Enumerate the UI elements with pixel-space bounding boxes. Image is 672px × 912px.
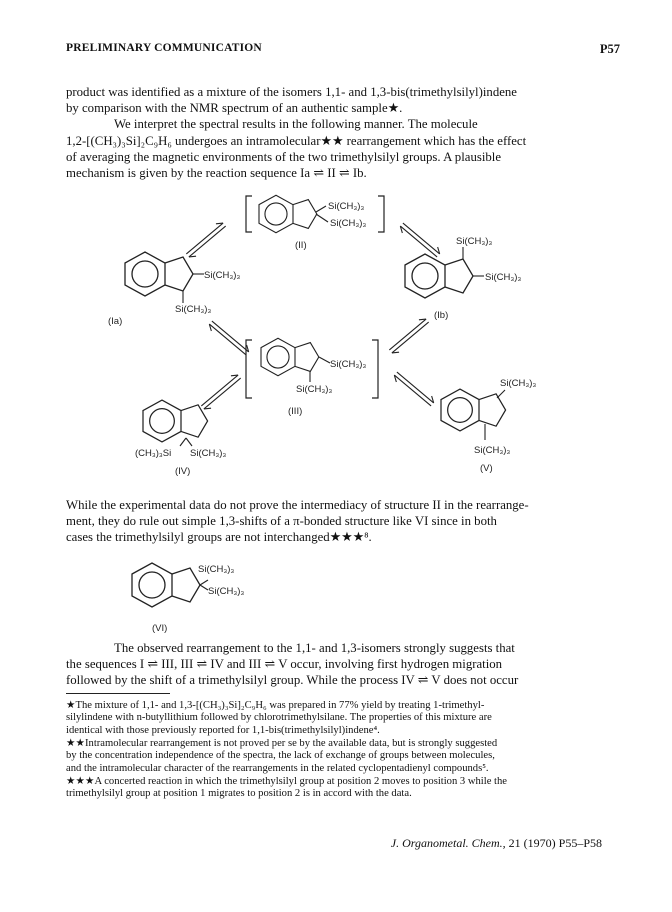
- paragraph-conclusion: [66, 640, 612, 689]
- structure-II: [246, 195, 384, 251]
- compound-label-III: (III): [288, 406, 303, 417]
- structure-IV: [135, 400, 226, 477]
- substituent-label: Si(CH₃)₃: [204, 270, 241, 281]
- footnote-line: trimethylsilyl group at position 1 migrates to position 2 is in accord with the data.: [66, 788, 412, 800]
- substituent-label: Si(CH₃)₃: [474, 445, 511, 456]
- footnote-line: and the intramolecular character of the rearrangements in the related cyclopentadienyl compounds⁵.: [66, 762, 489, 774]
- compound-label-Ib: (Ib): [434, 310, 449, 321]
- substituent-label: Si(CH₃)₃: [190, 448, 227, 459]
- compound-label-II: (II): [295, 240, 307, 251]
- compound-label-VI: (VI): [152, 623, 168, 634]
- equilibrium-arrow: [392, 369, 436, 409]
- footnote-rule: [66, 693, 170, 694]
- substituent-label: (CH₃)₃Si: [135, 448, 172, 459]
- structure-Ib: [405, 236, 521, 321]
- text-line: cases the trimethylsilyl groups are not interchanged★★★⁸.: [66, 530, 372, 545]
- text-line: ment, they do rule out simple 1,3-shifts of a π-bonded structure like VI since in both: [66, 514, 497, 529]
- equilibrium-arrow: [199, 372, 243, 412]
- footnote-line: ★★★A concerted reaction in which the trimethylsilyl group at position 2 moves to position 3 while the: [66, 776, 507, 787]
- text-line: [66, 640, 612, 656]
- text-line: followed by the shift of a trimethylsilyl group. While the process IV ⇌ V does not occur: [66, 673, 519, 688]
- footnote-line: silylindene with n-butyllithium followed by chlorotrimethylsilane. The properties of this mixture are: [66, 712, 492, 724]
- page-number: P57: [599, 42, 620, 56]
- structure-III: [246, 338, 378, 417]
- paragraph-discussion: [66, 497, 612, 546]
- text-line: While the experimental data do not prove the intermediacy of structure II in the rearrange-: [66, 498, 529, 512]
- footnote-line: identical with those previously reported for 1,1-bis(trimethylsilyl)indene⁴.: [66, 724, 380, 736]
- substituent-label: Si(CH₃)₃: [330, 218, 367, 229]
- text-line-content: The observed rearrangement to the 1,1- and 1,3-isomers strongly suggests that: [114, 641, 515, 655]
- equilibrium-arrow: [387, 316, 431, 356]
- substituent-label: Si(CH₃)₃: [485, 272, 522, 283]
- footnote-1: [66, 700, 614, 737]
- compound-label-IV: (IV): [175, 466, 191, 477]
- text-line: by comparison with the NMR spectrum of an authentic sample★.: [66, 101, 403, 116]
- substituent-label: Si(CH₃)₃: [500, 378, 537, 389]
- journal-citation: [391, 836, 602, 851]
- running-title: PRELIMINARY COMMUNICATION: [66, 42, 262, 54]
- substituent-label: Si(CH₃)₃: [328, 201, 365, 212]
- text-line: mechanism is given by the reaction sequence Ia ⇌ II ⇌ Ib.: [66, 166, 367, 181]
- footnote-line: ★The mixture of 1,1- and 1,3-[(CH₃)₃Si]₂C₉H₆ was prepared in 77% yield by treating 1-trimethyl-: [66, 700, 485, 711]
- structure-VI: [132, 563, 244, 634]
- footnote-line: by the concentration independence of the spectra, the lack of exchange of groups between molecules,: [66, 750, 495, 762]
- structure-V: [441, 378, 536, 474]
- compound-label-Ia: (Ia): [108, 316, 123, 327]
- footnote-line: ★★Intramolecular rearrangement is not proved per se by the available data, but is strongly suggested: [66, 738, 498, 749]
- text-line-content: We interpret the spectral results in the following manner. The molecule: [114, 117, 478, 132]
- text-line: product was identified as a mixture of the isomers 1,1- and 1,3-bis(trimethylsilyl)indene: [66, 85, 517, 99]
- structure-Ia: [108, 252, 240, 327]
- footnote-2: [66, 738, 614, 775]
- journal-details: 21 (1970) P55–P58: [505, 836, 602, 850]
- text-line: 1,2-[(CH₃)₃Si]₂C₉H₆ undergoes an intramolecular★★ rearrangement which has the effect: [66, 133, 527, 148]
- journal-name: J. Organometal. Chem.,: [390, 836, 506, 850]
- equilibrium-arrow: [398, 220, 442, 260]
- substituent-label: Si(CH₃)₃: [330, 359, 367, 370]
- text-line: the sequences I ⇌ III, III ⇌ IV and III ⇌ V occur, involving first hydrogen migration: [66, 657, 503, 672]
- substituent-label: Si(CH₃)₃: [175, 304, 212, 315]
- substituent-label: Si(CH₃)₃: [456, 236, 493, 247]
- substituent-label: Si(CH₃)₃: [198, 564, 235, 575]
- substituent-label: Si(CH₃)₃: [296, 384, 333, 395]
- equilibrium-arrow: [184, 220, 228, 260]
- text-line: of averaging the magnetic environments of the two trimethylsilyl groups. A plausible: [66, 149, 502, 164]
- footnote-3: [66, 776, 614, 801]
- substituent-label: Si(CH₃)₃: [208, 586, 245, 597]
- equilibrium-arrow: [207, 318, 251, 358]
- compound-label-V: (V): [480, 463, 493, 474]
